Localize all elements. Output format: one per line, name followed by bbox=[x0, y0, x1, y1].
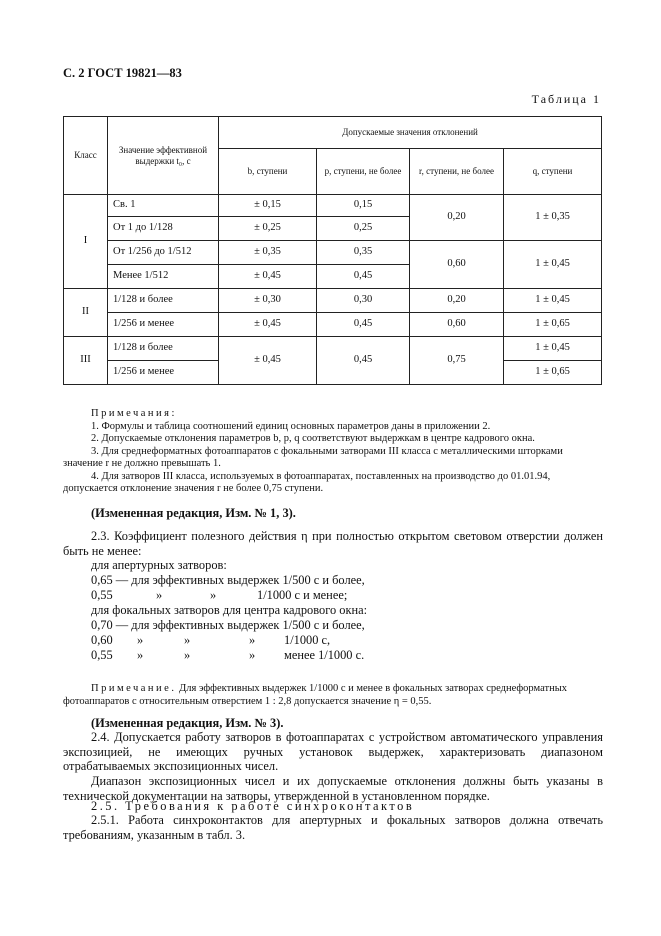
ditto-mark: » bbox=[184, 648, 191, 662]
p-cell: 0,45 bbox=[317, 337, 410, 385]
b-cell: ± 0,45 bbox=[219, 337, 317, 385]
page-header: С. 2 ГОСТ 19821—83 bbox=[63, 66, 182, 80]
paragraph-range: Диапазон экспозиционных чисел и их допускаемые отклонения должны быть указаны в технической документации на затворы, утвержденной в установленном порядке. bbox=[63, 774, 603, 803]
note-item: 4. Для затворов III класса, используемых в фотоаппаратах, поставленных на производство до 01.01.94, допускается отклонение значения r не более 0,75 ступени. bbox=[63, 470, 551, 494]
b-cell: ± 0,35 bbox=[219, 241, 317, 265]
header-class: Класс bbox=[64, 117, 108, 195]
exposure-cell: Менее 1/512 bbox=[108, 265, 219, 289]
b-cell: ± 0,45 bbox=[219, 265, 317, 289]
class-cell: II bbox=[64, 289, 108, 337]
aperture-title: для апертурных затворов: bbox=[91, 558, 227, 572]
q-cell: 1 ± 0,45 bbox=[504, 289, 602, 313]
table-caption: Таблица 1 bbox=[531, 92, 601, 106]
r-cell: 0,20 bbox=[410, 195, 504, 241]
exposure-cell: 1/128 и более bbox=[108, 289, 219, 313]
header-p: p, ступени, не более bbox=[317, 149, 410, 195]
ditto-mark: » bbox=[156, 588, 163, 602]
r-cell: 0,20 bbox=[410, 289, 504, 313]
exposure-cell: 1/256 и менее bbox=[108, 361, 219, 385]
exposure-cell: Св. 1 bbox=[108, 195, 219, 217]
p-cell: 0,25 bbox=[317, 217, 410, 241]
b-cell: ± 0,25 bbox=[219, 217, 317, 241]
ditto-mark: » bbox=[249, 633, 256, 647]
ditto-mark: » bbox=[137, 633, 144, 647]
paragraph-2-5-1: 2.5.1. Работа синхроконтактов для апертурных и фокальных затворов должна отвечать требованиям, указанным в табл. 3. bbox=[63, 813, 603, 842]
note-item: 2. Допускаемые отклонения параметров b, p, q соответствуют выдержкам в центре кадрового окна. bbox=[91, 433, 535, 444]
exposure-cell: От 1/256 до 1/512 bbox=[108, 241, 219, 265]
exposure-cell: От 1 до 1/128 bbox=[108, 217, 219, 241]
q-cell: 1 ± 0,65 bbox=[504, 361, 602, 385]
p-cell: 0,35 bbox=[317, 241, 410, 265]
q-cell: 1 ± 0,65 bbox=[504, 313, 602, 337]
focal-line-2-end: 1/1000 с, bbox=[284, 633, 331, 647]
p-cell: 0,30 bbox=[317, 289, 410, 313]
paragraph-2-3: 2.3. Коэффициент полезного действия η при полностью открытом световом отверстии должен быть не менее: bbox=[63, 529, 603, 558]
q-cell: 1 ± 0,45 bbox=[504, 337, 602, 361]
edition-note-1: (Измененная редакция, Изм. № 1, 3). bbox=[91, 506, 296, 520]
note-2-label: Примечание. bbox=[91, 683, 177, 694]
exposure-cell: 1/256 и менее bbox=[108, 313, 219, 337]
class-cell: III bbox=[64, 337, 108, 385]
header-exposure: Значение эффективной выдержки t₀, с bbox=[108, 117, 219, 195]
b-cell: ± 0,15 bbox=[219, 195, 317, 217]
r-cell: 0,75 bbox=[410, 337, 504, 385]
focal-line-3-value: 0,55 bbox=[91, 648, 113, 662]
deviation-table bbox=[63, 116, 602, 385]
notes-title: Примечания: bbox=[91, 408, 177, 419]
exposure-cell: 1/128 и более bbox=[108, 337, 219, 361]
ditto-mark: » bbox=[137, 648, 144, 662]
focal-line-3-end: менее 1/1000 с. bbox=[284, 648, 365, 662]
ditto-mark: » bbox=[184, 633, 191, 647]
p-cell: 0,45 bbox=[317, 265, 410, 289]
edition-note-3: (Измененная редакция, Изм. № 3). bbox=[91, 716, 284, 730]
ditto-mark: » bbox=[249, 648, 256, 662]
note-item: 3. Для среднеформатных фотоаппаратов с фокальными затворами III класса с металлическими шторками значение r не должно превышать 1. bbox=[63, 445, 563, 469]
aperture-line-1: 0,65 — для эффективных выдержек 1/500 с и более, bbox=[91, 573, 365, 587]
note-item: 1. Формулы и таблица соотношений единиц основных параметров даны в приложении 2. bbox=[91, 420, 491, 432]
aperture-line-2-value: 0,55 bbox=[91, 588, 113, 602]
r-cell: 0,60 bbox=[410, 241, 504, 289]
header-deviations: Допускаемые значения отклонений bbox=[219, 117, 602, 149]
note-2 bbox=[63, 683, 603, 708]
q-cell: 1 ± 0,45 bbox=[504, 241, 602, 289]
header-q: q, ступени bbox=[504, 149, 602, 195]
focal-line-2-value: 0,60 bbox=[91, 633, 113, 647]
b-cell: ± 0,45 bbox=[219, 313, 317, 337]
q-cell: 1 ± 0,35 bbox=[504, 195, 602, 241]
paragraph-2-4: 2.4. Допускается работу затворов в фотоаппаратах с устройством автоматического управления экспозицией, не имеющих ручных установок выдержек, характеризовать диапазоном отрабатываемых экспозиционных чисел. bbox=[63, 730, 603, 773]
r-cell: 0,60 bbox=[410, 313, 504, 337]
p-cell: 0,45 bbox=[317, 313, 410, 337]
class-cell: I bbox=[64, 195, 108, 289]
note-2-text: Для эффективных выдержек 1/1000 с и менее в фокальных затворах среднеформатных фотоаппаратов с относительным отверстием 1 : 2,8 допускается значение η = 0,55. bbox=[63, 683, 567, 707]
ditto-mark: » bbox=[210, 588, 217, 602]
b-cell: ± 0,30 bbox=[219, 289, 317, 313]
focal-title: для фокальных затворов для центра кадрового окна: bbox=[91, 603, 368, 617]
header-b: b, ступени bbox=[219, 149, 317, 195]
paragraph-2-5: 2.5. Требования к работе синхроконтактов bbox=[91, 799, 415, 813]
header-r: r, ступени, не более bbox=[410, 149, 504, 195]
table-notes bbox=[63, 408, 603, 496]
aperture-line-2-end: 1/1000 с и менее; bbox=[257, 588, 348, 602]
focal-line-1: 0,70 — для эффективных выдержек 1/500 с и более, bbox=[91, 618, 365, 632]
p-cell: 0,15 bbox=[317, 195, 410, 217]
